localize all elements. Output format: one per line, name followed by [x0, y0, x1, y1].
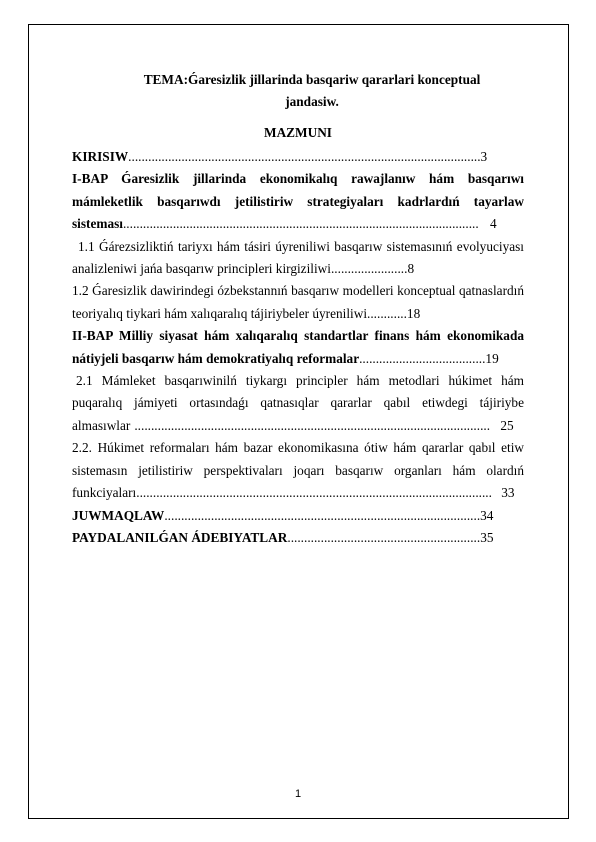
toc-leader: ...............................................................................................: [164, 507, 481, 523]
toc-entry-label: JUWMAQLAW: [72, 507, 165, 523]
toc-page-number: 35: [480, 529, 494, 545]
toc-entry-references[interactable]: [72, 527, 524, 549]
toc-entry-label: KIRISIW: [72, 149, 129, 164]
toc-page-number: 4: [489, 216, 497, 232]
toc-page-number: 25: [500, 417, 514, 433]
toc-entry-label: 2.2. Húkimet reformaları hám bazar ekonomikasına ótiw hám qararlar qabıl etiw sistemasın jetilistiriw perspektivaları joqarı basqarıw organları hám olardıń funkciyaları: [72, 440, 524, 501]
toc-leader: ...........................................................................................................: [122, 216, 479, 232]
toc-entry-label: II-BAP Milliy siyasat hám xalıqaralıq standartlar finans hám ekonomikada nátiyjeli basqarıw hám demokratiyalıq reformalar: [72, 328, 524, 366]
toc-entry-label: 2.1 Mámleket basqarıwinilń tiykargı principler hám metodlari húkimet hám puqaralıq jámiyeti ortasındaǵı qatnasıqlar qararlar qabıl etiwdegi tájiriybe almasıwlar: [72, 373, 524, 433]
toc-leader: ......................................: [359, 350, 486, 366]
document-title: [72, 70, 524, 112]
toc-page-number: 34: [480, 507, 494, 523]
contents-heading: MAZMUNI: [264, 125, 332, 140]
toc-entry-conclusion[interactable]: [72, 505, 524, 527]
toc-leader: ...........................................................................................................: [136, 485, 492, 501]
toc-leader: .......................: [330, 261, 408, 277]
title-line-1: TEMA:Ǵaresizlik jillarinda basqariw qararlari konceptual: [143, 72, 481, 87]
toc-entry-section-1-2[interactable]: [72, 280, 524, 325]
toc-entry-introduction[interactable]: [72, 146, 524, 168]
toc-page-number: 33: [501, 485, 515, 501]
toc-page-number: 19: [485, 350, 499, 366]
toc-entry-section-1-1[interactable]: [72, 236, 524, 281]
toc-entry-chapter-2[interactable]: [72, 325, 524, 370]
toc-entry-section-2-2[interactable]: [72, 437, 524, 504]
toc-leader: ............: [367, 305, 407, 321]
toc-page-number: 8: [407, 261, 415, 277]
toc-leader: ..........................................................: [287, 529, 481, 545]
toc-entry-label: 1.2 Ǵaresizlik dawirindegi ózbekstannıń basqarıw modelleri konceptual qatnaslardıń teoriyalıq tiykari hám xalıqaralıq tájiriybeler úyreniliwi: [72, 283, 524, 321]
toc-entry-label: I-BAP Ǵaresizlik jillarinda ekonomikalıq rawajlanıw hám basqarıwı mámleketlik basqarıwdı jetilistiriw strategiyaları kadrlardıń tayarlaw sisteması: [72, 171, 524, 232]
toc-leader: ...........................................................................................................: [134, 417, 491, 433]
title-line-2: jandasiw.: [285, 94, 339, 109]
toc-leader: ..........................................................................................................: [128, 149, 481, 164]
toc-page-number: 18: [406, 305, 421, 321]
toc-entry-chapter-1[interactable]: [72, 168, 524, 235]
toc-entry-label: PAYDALANILǴAN ÁDEBIYATLAR: [72, 529, 288, 545]
document-body: [72, 70, 524, 549]
toc-entry-section-2-1[interactable]: [72, 370, 524, 437]
toc-page-number: 3: [480, 149, 488, 164]
toc-entry-label: 1.1 Ǵárezsizliktiń tariyxı hám tásiri úyreniliwi basqarıw sistemasınıń evolyuciyası analizleniwi jańa basqarıw principleri kirgiziliwi: [72, 238, 524, 277]
table-of-contents: [72, 146, 524, 549]
page-number: 1: [294, 788, 302, 800]
